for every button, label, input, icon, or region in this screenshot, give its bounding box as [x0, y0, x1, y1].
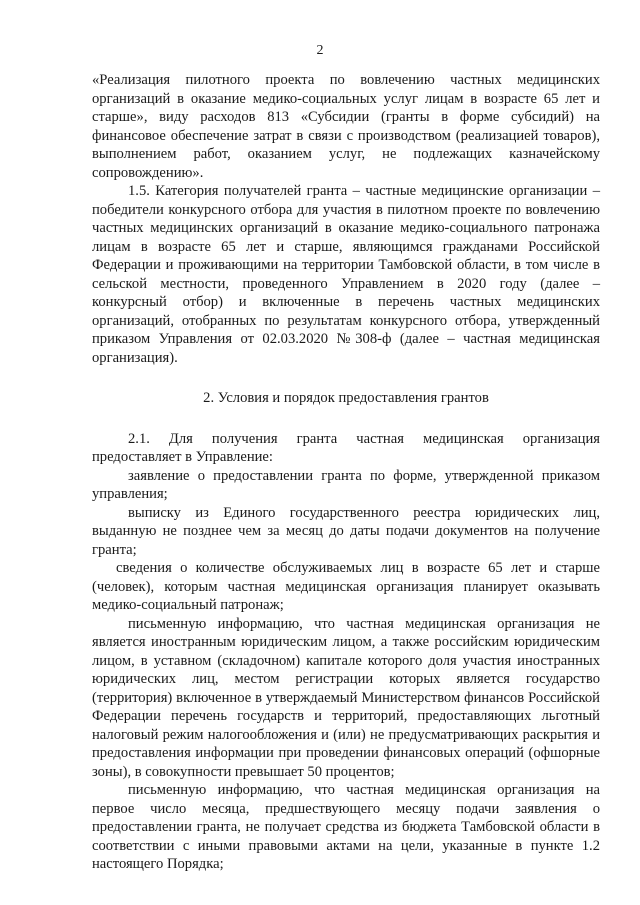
paragraph-1-5-recipients: 1.5. Категория получателей гранта – частные медицинские организации – победители конкурсного отбора для участия в пилотном проекте по вовлечению частных медицинских организаций в оказание медико-социального патронажа лицам в возрасте 65 лет и старше, являющимся гражданами Российской Федерации и проживающими на территории Тамбовской области, в том числе в сельской местности, проведенного Управлением в 2020 году (далее – конкурсный отбор) и включенные в перечень частных медицинских организаций, отобранных по результатам конкурсного отбора, утвержденный приказом Управления от 02.03.2020 №308-ф (далее – частная медицинская организация).	[92, 183, 600, 366]
paragraph-budget-classification: «Реализация пилотного проекта по вовлечению частных медицинских организаций в оказание медико-социальных услуг лицам в возрасте 65 лет и старше», виду расходов 813 «Субсидии (гранты в форме субсидий) на финансовое обеспечение затрат в связи с производством (реализацией товаров), выполнением работ, оказанием услуг, не подлежащих казначейскому сопровождению».	[92, 72, 600, 181]
list-item-application: заявление о предоставлении гранта по форме, утвержденной приказом управления;	[92, 467, 600, 502]
page-number: 2	[316, 43, 324, 58]
section-heading: 2. Условия и порядок предоставления грантов	[203, 390, 489, 406]
document-body	[92, 71, 600, 874]
list-item-patient-count: сведения о количестве обслуживаемых лиц в возрасте 65 лет и старше (человек), которым частная медицинская организация планирует оказывать медико-социальный патронаж;	[92, 560, 600, 613]
list-item-budget-funds-info: письменную информацию, что частная медицинская организация на первое число месяца, предшествующего месяцу подачи заявления о предоставлении гранта, не получает средства из бюджета Тамбовской области в соответствии с иными правовыми актами на цели, указанные в пункте 1.2 настоящего Порядка;	[92, 782, 600, 872]
list-item-egrul-extract: выписку из Единого государственного реестра юридических лиц, выданную не позднее чем за месяц до даты подачи документов на получение гранта;	[92, 504, 600, 558]
list-item-foreign-entity-info: письменную информацию, что частная медицинская организация не является иностранным юридическим лицом, а также российским юридическим лицом, в уставном (складочном) капитале которого доля участия иностранных юридических лиц, местом регистрации которых является государство (территория) включенное в утверждаемый Министерством финансов Российской Федерации перечень государств и территорий, предоставляющих льготный налоговый режим налогообложения и (или) не предусматривающих раскрытия и предоставления информации при проведении финансовых операций (офшорные зоны), в совокупности превышает 50 процентов;	[92, 615, 600, 780]
paragraph-2-1-intro: 2.1. Для получения гранта частная медицинская организация предоставляет в Управление:	[92, 430, 600, 465]
